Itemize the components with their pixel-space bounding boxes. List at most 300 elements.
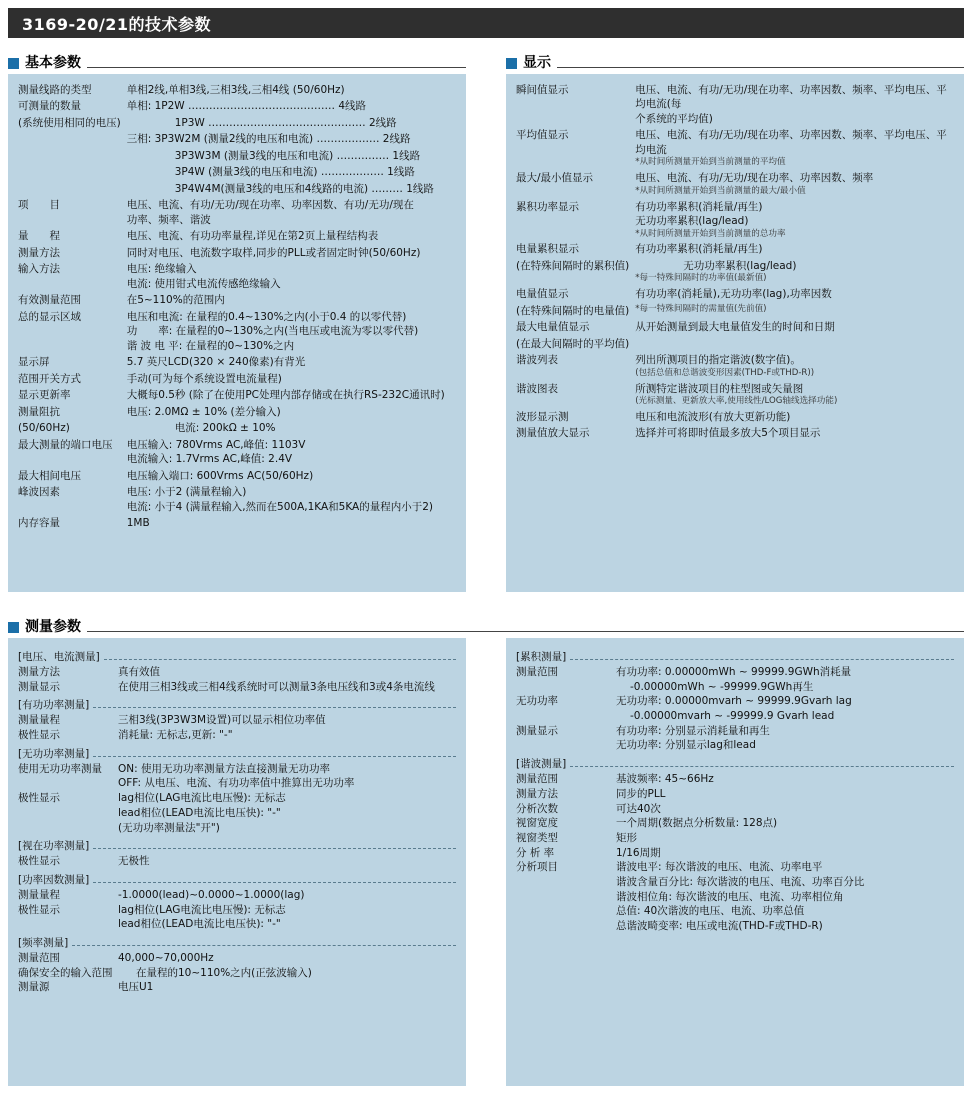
spec-value-line: ON: 使用无功功率测量方法直接测量无功功率 bbox=[118, 762, 330, 775]
spec-value-line: 电压、电流、有功/无功/现在功率、功率因数、频率、平均电压、平均电流 bbox=[635, 129, 947, 156]
spec-label: 使用无功功率测量 bbox=[18, 762, 102, 775]
spec-value-line: 有功功率(消耗量),无功功率(lag),功率因数 bbox=[635, 288, 832, 301]
spec-value-line: (无功功率测量法"开") bbox=[118, 821, 220, 834]
measure-group-header bbox=[18, 746, 456, 761]
spec-value bbox=[635, 303, 954, 319]
spec-value bbox=[127, 484, 456, 515]
spec-label bbox=[18, 181, 127, 197]
spec-value-line: 从开始测量到最大电量值发生的时间和日期 bbox=[635, 321, 835, 334]
spec-row bbox=[18, 292, 456, 308]
spec-value bbox=[118, 680, 456, 695]
spec-row bbox=[18, 82, 456, 98]
measure-group-header bbox=[18, 697, 456, 712]
spec-label: 测量方法 bbox=[18, 246, 60, 259]
spec-label: 可测量的数量 bbox=[18, 100, 81, 113]
spec-row bbox=[18, 665, 456, 680]
spec-value-line: 单相: 1P2W …………………………………… 4线路 bbox=[126, 100, 367, 113]
spec-value bbox=[127, 197, 456, 228]
spec-value bbox=[127, 181, 456, 197]
section-rule bbox=[557, 66, 964, 68]
spec-value-line: 矩形 bbox=[616, 831, 637, 844]
spec-value-line: 无功功率: 0.00000mvarh ~ 99999.9Gvarh lag bbox=[616, 695, 852, 708]
spec-value bbox=[635, 409, 954, 425]
spec-label: 最大/最小值显示 bbox=[516, 172, 594, 185]
spec-label: (系统使用相同的电压) bbox=[18, 116, 121, 129]
spec-value bbox=[127, 261, 456, 292]
spec-value-line: lead相位(LEAD电流比电压快): "-" bbox=[118, 806, 281, 819]
spec-value bbox=[616, 724, 954, 753]
spec-value-line: 电压、电流、有功/无功/现在功率、功率因数、有功/无功/现在 bbox=[126, 199, 414, 212]
spec-row bbox=[516, 787, 954, 802]
spec-value-line: 3P4W (测量3线的电压和电流) ……………… 1线路 bbox=[174, 166, 415, 179]
spec-footnote: (包括总值和总谐波变形因素(THD-F或THD-R)) bbox=[635, 367, 815, 378]
measure-parameters-left-block bbox=[8, 638, 466, 1086]
spec-row bbox=[18, 148, 456, 164]
spec-value-line: 电压U1 bbox=[118, 981, 154, 994]
measure-group-header bbox=[18, 935, 456, 950]
section-header-display bbox=[506, 52, 964, 72]
page-title: 3169-20/21的技术参数 bbox=[22, 14, 212, 34]
spec-value-line: 总谐波畸变率: 电压或电流(THD-F或THD-R) bbox=[616, 920, 823, 932]
section-rule bbox=[87, 66, 466, 68]
spec-value-line: 谐波电平: 每次谐波的电压、电流、功率电平 bbox=[616, 861, 823, 874]
spec-label: 范围开关方式 bbox=[18, 372, 81, 385]
spec-value-line: 列出所测项目的指定谐波(数字值)。 bbox=[635, 354, 801, 367]
spec-row bbox=[18, 404, 456, 420]
spec-label: 极性显示 bbox=[18, 903, 60, 916]
spec-value-line: -1.0000(lead)~0.0000~1.0000(lag) bbox=[118, 888, 305, 901]
spec-value bbox=[616, 787, 954, 802]
spec-value-line: 电压、电流、有功/无功/现在功率、功率因数、频率 bbox=[635, 172, 874, 185]
spec-row bbox=[18, 680, 456, 695]
measure-group-label: [视在功率测量] bbox=[18, 840, 90, 853]
spec-label: 分 析 率 bbox=[516, 846, 555, 859]
spec-row bbox=[18, 437, 456, 468]
spec-label: 极性显示 bbox=[18, 855, 60, 868]
page-title-bar bbox=[8, 8, 964, 38]
spec-label: 分析次数 bbox=[516, 802, 558, 815]
spec-value bbox=[136, 966, 456, 981]
spec-label: 测量量程 bbox=[18, 888, 60, 901]
spec-value bbox=[635, 352, 954, 380]
spec-label: 视窗类型 bbox=[516, 831, 558, 844]
spec-value bbox=[616, 694, 954, 723]
measure-group-header bbox=[18, 838, 456, 853]
group-divider bbox=[72, 945, 456, 946]
spec-label: 电量值显示 bbox=[516, 288, 569, 301]
spec-label: 平均值显示 bbox=[516, 129, 569, 142]
spec-label: 瞬间值显示 bbox=[516, 84, 569, 96]
spec-value-line: 1MB bbox=[126, 517, 150, 530]
spec-value-line: 在量程的10~110%之内(正弦波输入) bbox=[136, 966, 312, 979]
spec-label: 测量范围 bbox=[18, 951, 60, 964]
measure-group-label: [电压、电流测量] bbox=[18, 651, 100, 663]
spec-value bbox=[127, 437, 456, 468]
spec-value-line: 谐 波 电 平: 在量程的0~130%之内 bbox=[126, 339, 295, 352]
spec-label: 项 目 bbox=[18, 199, 60, 212]
spec-row bbox=[18, 115, 456, 131]
spec-value-line: 无功功率累积(lag/lead) bbox=[683, 259, 797, 272]
spec-label: 测量显示 bbox=[516, 724, 558, 737]
spec-row bbox=[516, 772, 954, 787]
spec-row bbox=[18, 228, 456, 244]
spec-value bbox=[118, 791, 456, 835]
spec-label: (在特殊间隔时的电量值) bbox=[516, 304, 630, 317]
spec-value-line: 手动(可为每个系统设置电流量程) bbox=[126, 372, 282, 385]
spec-value bbox=[118, 728, 456, 743]
spec-value bbox=[118, 980, 456, 995]
spec-value-line: 电压、电流、有功/无功/现在功率、功率因数、频率、平均电压、平均电流(每 bbox=[635, 84, 947, 111]
spec-value-line: 电压、电流、有功功率量程,详见在第2页上量程结构表 bbox=[126, 230, 379, 243]
spec-row bbox=[18, 245, 456, 261]
spec-value-line: 单相2线,单相3线,三相3线,三相4线 (50/60Hz) bbox=[126, 84, 345, 96]
spec-row bbox=[18, 98, 456, 114]
spec-label: 电量累积显示 bbox=[516, 243, 579, 256]
spec-row bbox=[18, 197, 456, 228]
spec-value-line: 所测特定谐波项目的柱型图或矢量图 bbox=[635, 382, 804, 395]
spec-footnote: *从时间所测量开始到当前测量的平均值 bbox=[635, 157, 786, 168]
spec-value-line: 有功功率累积(消耗量/再生) bbox=[635, 243, 763, 256]
section-title-display: 显示 bbox=[523, 55, 551, 71]
spec-label: 量 程 bbox=[18, 230, 60, 243]
spec-label: 有效测量范围 bbox=[18, 294, 81, 307]
spec-value bbox=[635, 199, 954, 242]
spec-row bbox=[516, 425, 954, 441]
spec-row bbox=[516, 381, 954, 409]
spec-value-line: 电流输入: 1.7Vrms AC,峰值: 2.4V bbox=[126, 453, 293, 466]
spec-label: 测量值放大显示 bbox=[516, 427, 590, 440]
spec-value-line: 选择并可将即时值最多放大5个项目显示 bbox=[635, 427, 821, 440]
section-rule bbox=[87, 630, 964, 632]
spec-footnote: *从时间所测量开始到当前测量的最大/最小值 bbox=[635, 185, 806, 196]
spec-value bbox=[127, 309, 456, 354]
spec-value bbox=[635, 82, 954, 127]
spec-row bbox=[516, 303, 954, 319]
spec-value bbox=[118, 888, 456, 903]
spec-row bbox=[516, 802, 954, 817]
spec-row bbox=[516, 846, 954, 861]
spec-value-line: 1/16周期 bbox=[616, 846, 661, 859]
spec-label: 显示更新率 bbox=[18, 389, 71, 402]
spec-value-line: 总值: 40次谐波的电压、电流、功率总值 bbox=[616, 905, 805, 918]
spec-footnote: *从时间所测量开始到当前测量的总功率 bbox=[635, 228, 786, 239]
spec-row bbox=[18, 131, 456, 147]
spec-row bbox=[516, 127, 954, 170]
spec-value-line: 有功功率: 分别显示消耗量和再生 bbox=[616, 724, 770, 737]
measure-right-list bbox=[516, 649, 954, 934]
spec-value-line: 同步的PLL bbox=[616, 787, 666, 800]
basic-parameters-table bbox=[18, 82, 456, 532]
spec-row bbox=[516, 352, 954, 380]
spec-row bbox=[18, 164, 456, 180]
measure-group-header bbox=[18, 872, 456, 887]
spec-label: 视窗宽度 bbox=[516, 817, 558, 830]
spec-label: 分析项目 bbox=[516, 861, 558, 874]
measure-group-label: [有功功率测量] bbox=[18, 699, 90, 712]
spec-value bbox=[616, 846, 954, 861]
spec-value bbox=[127, 115, 456, 131]
spec-label: (在最大间隔时的平均值) bbox=[516, 337, 630, 350]
spec-value bbox=[127, 164, 456, 180]
group-divider bbox=[93, 882, 456, 883]
section-marker-icon bbox=[8, 58, 19, 69]
spec-value-line: 电流: 小于4 (满量程输入,然而在500A,1KA和5KA的量程内小于2) bbox=[126, 500, 433, 513]
spec-value bbox=[635, 425, 954, 441]
display-parameters-table bbox=[516, 82, 954, 442]
spec-row bbox=[516, 860, 954, 933]
spec-value bbox=[118, 951, 456, 966]
spec-value-line: 消耗量: 无标志,更新: "-" bbox=[118, 729, 233, 742]
spec-label: 确保安全的输入范围 bbox=[18, 966, 113, 979]
spec-label: 峰波因素 bbox=[18, 486, 60, 499]
spec-label: 最大相间电压 bbox=[18, 469, 81, 482]
spec-label: 测量源 bbox=[18, 981, 50, 994]
spec-value-line: 个系统的平均值) bbox=[635, 112, 713, 125]
spec-value-line: OFF: 从电压、电流、有功功率值中推算出无功功率 bbox=[118, 777, 355, 790]
spec-row bbox=[18, 791, 456, 835]
spec-value bbox=[616, 816, 954, 831]
section-header-basic bbox=[8, 52, 466, 72]
spec-value-line: 电压输入: 780Vrms AC,峰值: 1103V bbox=[126, 438, 306, 451]
spec-value-line: 电压: 2.0MΩ ± 10% (差分输入) bbox=[126, 405, 281, 418]
spec-label bbox=[18, 148, 127, 164]
spec-value bbox=[127, 131, 456, 147]
spec-label: 总的显示区域 bbox=[18, 310, 81, 323]
spec-row bbox=[516, 82, 954, 127]
spec-value bbox=[127, 371, 456, 387]
spec-value-line: lead相位(LEAD电流比电压快): "-" bbox=[118, 918, 281, 931]
spec-value bbox=[616, 665, 954, 694]
spec-value bbox=[635, 336, 954, 352]
spec-value-line: 有功功率: 0.00000mWh ~ 99999.9GWh消耗量 bbox=[616, 666, 852, 678]
spec-value bbox=[127, 148, 456, 164]
spec-value-line: 电压和电流: 在量程的0.4~130%之内(小于0.4 的以零代替) bbox=[126, 310, 407, 323]
spec-label: 测量阻抗 bbox=[18, 405, 60, 418]
section-header-measure bbox=[8, 616, 964, 636]
spec-label: 极性显示 bbox=[18, 792, 60, 805]
spec-value-line: 功 率: 在量程的0~130%之内(当电压或电流为零以零代替) bbox=[126, 325, 419, 338]
spec-value-line: 3P4W4M(测量3线的电压和4线路的电流) ……… 1线路 bbox=[174, 182, 434, 195]
measure-left-list bbox=[18, 649, 456, 995]
measure-group-label: [功率因数测量] bbox=[18, 873, 90, 886]
spec-value bbox=[118, 713, 456, 728]
spec-row bbox=[516, 170, 954, 198]
spec-row bbox=[516, 286, 954, 302]
spec-row bbox=[516, 665, 954, 694]
spec-label: 最大电量值显示 bbox=[516, 321, 590, 334]
measure-parameters-right-block bbox=[506, 638, 964, 1086]
spec-label: 输入方法 bbox=[18, 263, 60, 276]
spec-value-line: 3P3W3M (测量3线的电压和电流) …………… 1线路 bbox=[174, 149, 421, 162]
spec-value-line: lag相位(LAG电流比电压慢): 无标志 bbox=[118, 903, 286, 916]
spec-row bbox=[18, 728, 456, 743]
spec-label: (在特殊间隔时的累积值) bbox=[516, 259, 630, 272]
section-title-measure: 测量参数 bbox=[25, 619, 81, 635]
spec-value bbox=[616, 831, 954, 846]
spec-row bbox=[18, 713, 456, 728]
spec-row bbox=[18, 966, 456, 981]
group-divider bbox=[93, 848, 456, 849]
display-parameters-block bbox=[506, 74, 964, 592]
spec-row bbox=[516, 694, 954, 723]
spec-row bbox=[18, 420, 456, 436]
spec-label: 显示屏 bbox=[18, 356, 50, 369]
spec-label: 测量范围 bbox=[516, 773, 558, 786]
spec-label bbox=[18, 164, 127, 180]
spec-value-line: 无功功率累积(lag/lead) bbox=[635, 215, 749, 228]
spec-row bbox=[18, 903, 456, 932]
spec-value bbox=[127, 404, 456, 420]
spec-value-line: 1P3W ……………………………………… 2线路 bbox=[174, 116, 397, 129]
spec-value-line: 电流: 200kΩ ± 10% bbox=[174, 422, 276, 435]
spec-value bbox=[127, 245, 456, 261]
group-divider bbox=[570, 659, 954, 660]
spec-row bbox=[18, 484, 456, 515]
section-title-basic: 基本参数 bbox=[25, 55, 81, 71]
spec-value bbox=[127, 228, 456, 244]
group-divider bbox=[570, 766, 954, 767]
spec-row bbox=[516, 409, 954, 425]
spec-value bbox=[118, 903, 456, 932]
spec-row bbox=[516, 831, 954, 846]
spec-row bbox=[18, 762, 456, 791]
spec-value-line: 谐波相位角: 每次谐波的电压、电流、功率相位角 bbox=[616, 890, 844, 903]
spec-value bbox=[635, 319, 954, 335]
spec-row bbox=[516, 319, 954, 335]
section-marker-icon bbox=[506, 58, 517, 69]
spec-label bbox=[18, 131, 127, 147]
spec-value bbox=[635, 381, 954, 409]
spec-value-line: 基波频率: 45~66Hz bbox=[616, 773, 714, 786]
measure-group-label: [无功功率测量] bbox=[18, 747, 90, 760]
spec-footnote: (光标测量、更新放大率,使用线性/LOG轴线选择功能) bbox=[635, 396, 838, 407]
spec-value-line: 功率、频率、谐波 bbox=[126, 213, 211, 226]
spec-value bbox=[616, 772, 954, 787]
spec-value-line: 电流: 使用钳式电流传感绝缘输入 bbox=[126, 277, 281, 290]
measure-group-header bbox=[516, 756, 954, 771]
spec-value bbox=[127, 387, 456, 403]
spec-row bbox=[516, 816, 954, 831]
spec-label: 测量量程 bbox=[18, 714, 60, 727]
spec-row bbox=[516, 336, 954, 352]
spec-value-line: 在5~110%的范围内 bbox=[126, 294, 225, 307]
spec-row bbox=[18, 261, 456, 292]
spec-row bbox=[18, 854, 456, 869]
spec-value bbox=[616, 802, 954, 817]
spec-value bbox=[127, 98, 456, 114]
spec-row bbox=[18, 181, 456, 197]
spec-label: 测量线路的类型 bbox=[18, 84, 92, 96]
measure-group-label: [频率测量] bbox=[18, 936, 69, 949]
spec-row bbox=[516, 241, 954, 257]
spec-value-line: 真有效值 bbox=[118, 666, 160, 678]
spec-value-line: 无极性 bbox=[118, 855, 150, 868]
spec-value bbox=[635, 170, 954, 198]
spec-value bbox=[635, 127, 954, 170]
spec-row bbox=[18, 309, 456, 354]
measure-group-label: [谐波测量] bbox=[516, 758, 567, 771]
spec-label: 内存容量 bbox=[18, 517, 60, 530]
spec-value-line: 无功功率: 分别显示lag和lead bbox=[616, 739, 756, 752]
group-divider bbox=[104, 659, 456, 660]
measure-group-header bbox=[516, 649, 954, 664]
spec-value-line: 电压输入端口: 600Vrms AC(50/60Hz) bbox=[126, 469, 314, 482]
spec-value-line: 有功功率累积(消耗量/再生) bbox=[635, 200, 763, 213]
spec-label: 谐波列表 bbox=[516, 354, 558, 367]
spec-row bbox=[18, 387, 456, 403]
spec-value-line: 三相3线(3P3W3M设置)可以显示相位功率值 bbox=[118, 714, 326, 727]
spec-value-line: 三相: 3P3W2M (测量2线的电压和电流) ……………… 2线路 bbox=[126, 133, 411, 146]
spec-value-line: 5.7 英尺LCD(320 × 240像素)有背光 bbox=[126, 356, 306, 369]
spec-value-line: 谐波含量百分比: 每次谐波的电压、电流、功率百分比 bbox=[616, 875, 865, 888]
spec-label: 测量方法 bbox=[516, 787, 558, 800]
section-marker-icon bbox=[8, 622, 19, 633]
spec-value bbox=[635, 258, 954, 286]
spec-row bbox=[18, 354, 456, 370]
group-divider bbox=[93, 756, 456, 757]
spec-label: (50/60Hz) bbox=[18, 422, 70, 435]
spec-row bbox=[18, 468, 456, 484]
spec-label: 测量范围 bbox=[516, 666, 558, 678]
spec-value bbox=[616, 860, 954, 933]
group-divider bbox=[93, 707, 456, 708]
spec-row bbox=[18, 515, 456, 531]
spec-label: 测量显示 bbox=[18, 680, 60, 693]
spec-value bbox=[118, 854, 456, 869]
spec-value bbox=[118, 762, 456, 791]
spec-row bbox=[18, 888, 456, 903]
spec-value bbox=[127, 515, 456, 531]
spec-label: 最大测量的端口电压 bbox=[18, 438, 113, 451]
basic-parameters-block bbox=[8, 74, 466, 592]
spec-value-line: 电压: 绝缘输入 bbox=[126, 263, 197, 276]
spec-value bbox=[127, 354, 456, 370]
spec-value-line: lag相位(LAG电流比电压慢): 无标志 bbox=[118, 792, 286, 805]
spec-value-line: 在使用三相3线或三相4线系统时可以测量3条电压线和3或4条电流线 bbox=[118, 680, 435, 693]
measure-group-label: [累积测量] bbox=[516, 651, 567, 663]
spec-row bbox=[18, 980, 456, 995]
spec-value-line: 同时对电压、电流数字取样,同步的PLL或者固定时钟(50/60Hz) bbox=[126, 246, 421, 259]
spec-row bbox=[516, 724, 954, 753]
spec-value bbox=[127, 82, 456, 98]
spec-value-line: -0.00000mWh ~ -99999.9GWh再生 bbox=[630, 680, 814, 693]
measure-group-header bbox=[18, 649, 456, 664]
spec-row bbox=[516, 258, 954, 286]
spec-value-line: 电压: 小于2 (满量程输入) bbox=[126, 486, 247, 499]
spec-label: 极性显示 bbox=[18, 729, 60, 742]
spec-footnote: *每一特殊间隔时的需量值(先前值) bbox=[635, 303, 767, 314]
spec-label: 波形显示测 bbox=[516, 410, 569, 423]
spec-label: 测量方法 bbox=[18, 666, 60, 678]
spec-value bbox=[127, 468, 456, 484]
spec-value-line: 一个周期(数据点分析数量: 128点) bbox=[616, 817, 778, 830]
spec-value bbox=[127, 292, 456, 308]
spec-footnote: *每一特殊间隔时的功率值(最新值) bbox=[635, 273, 767, 284]
spec-value-line: 大概每0.5秒 (除了在使用PC处理内部存储或在执行RS-232C通讯时) bbox=[126, 389, 445, 402]
spec-row bbox=[516, 199, 954, 242]
spec-value bbox=[127, 420, 456, 436]
spec-label: 无功功率 bbox=[516, 695, 558, 708]
spec-label: 谐波图表 bbox=[516, 382, 558, 395]
spec-row bbox=[18, 951, 456, 966]
spec-row bbox=[18, 371, 456, 387]
spec-value bbox=[118, 665, 456, 680]
spec-value bbox=[635, 286, 954, 302]
spec-value-line: -0.00000mvarh ~ -99999.9 Gvarh lead bbox=[630, 710, 835, 723]
spec-value-line: 电压和电流波形(有放大更新功能) bbox=[635, 410, 791, 423]
spec-value-line: 可达40次 bbox=[616, 802, 661, 815]
spec-label: 累积功率显示 bbox=[516, 200, 579, 213]
